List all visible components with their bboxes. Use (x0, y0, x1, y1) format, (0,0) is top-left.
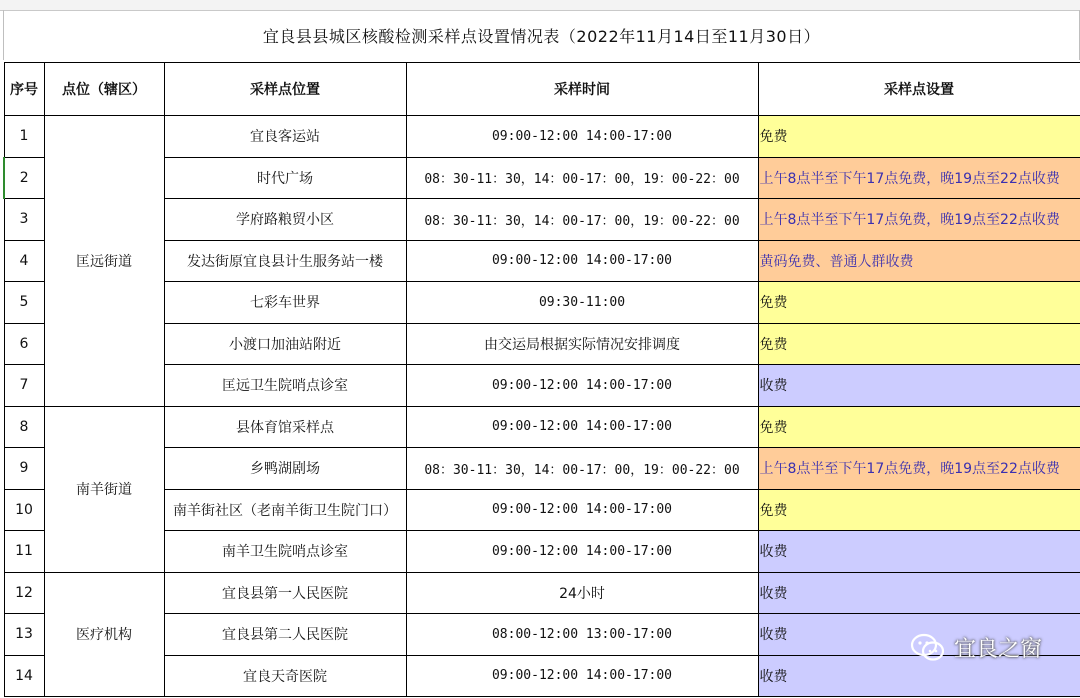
row-number: 9 (4, 448, 44, 490)
time-cell: 09:00-12:00 14:00-17:00 (406, 116, 758, 158)
time-cell: 09:00-12:00 14:00-17:00 (406, 489, 758, 531)
row-number: 6 (4, 323, 44, 365)
table-row (4, 406, 1080, 448)
location-cell: 南羊街社区（老南羊街卫生院门口） (164, 489, 406, 531)
watermark-text: 宜良之窗 (953, 637, 1042, 662)
time-cell: 09:00-12:00 14:00-17:00 (406, 531, 758, 573)
header-time: 采样时间 (406, 63, 758, 116)
table-row (4, 116, 1080, 158)
fee-cell: 免费 (758, 489, 1080, 531)
location-cell: 发达街原宜良县计生服务站一楼 (164, 240, 406, 282)
time-cell: 09:00-12:00 14:00-17:00 (406, 406, 758, 448)
sampling-sites-table (3, 62, 1080, 697)
table-row (4, 323, 1080, 365)
fee-cell: 免费 (758, 323, 1080, 365)
wechat-icon (910, 633, 946, 663)
header-index: 序号 (4, 63, 44, 116)
time-cell: 09:00-12:00 14:00-17:00 (406, 655, 758, 697)
fee-cell: 上午8点半至下午17点免费，晚19点至22点收费 (758, 199, 1080, 241)
area-cell: 医疗机构 (44, 572, 164, 697)
fee-cell: 收费 (758, 614, 1080, 656)
fee-cell: 收费 (758, 572, 1080, 614)
table-title: 宜良县县城区核酸检测采样点设置情况表（2022年11月14日至11月30日） (3, 10, 1080, 60)
time-cell: 09:30-11:00 (406, 282, 758, 324)
row-number: 2 (4, 157, 44, 199)
row-number: 10 (4, 489, 44, 531)
time-cell: 08：30-11：30，14：00-17：00，19：00-22：00 (406, 199, 758, 241)
location-cell: 匡远卫生院哨点诊室 (164, 365, 406, 407)
watermark (910, 632, 1042, 663)
area-cell: 匡远街道 (44, 116, 164, 407)
fee-cell: 收费 (758, 531, 1080, 573)
row-number: 1 (4, 116, 44, 158)
location-cell: 七彩车世界 (164, 282, 406, 324)
table-row (4, 572, 1080, 614)
location-cell: 宜良客运站 (164, 116, 406, 158)
row-number: 14 (4, 655, 44, 697)
row-number: 12 (4, 572, 44, 614)
location-cell: 小渡口加油站附近 (164, 323, 406, 365)
location-cell: 南羊卫生院哨点诊室 (164, 531, 406, 573)
header-location: 采样点位置 (164, 63, 406, 116)
fee-cell: 免费 (758, 282, 1080, 324)
time-cell: 24小时 (406, 572, 758, 614)
time-cell: 09:00-12:00 14:00-17:00 (406, 365, 758, 407)
location-cell: 宜良县第一人民医院 (164, 572, 406, 614)
location-cell: 时代广场 (164, 157, 406, 199)
time-cell: 08：30-11：30，14：00-17：00，19：00-22：00 (406, 448, 758, 490)
time-cell: 08：30-11：30，14：00-17：00，19：00-22：00 (406, 157, 758, 199)
fee-cell: 上午8点半至下午17点免费，晚19点至22点收费 (758, 448, 1080, 490)
table-row (4, 531, 1080, 573)
table-row (4, 448, 1080, 490)
table-row (4, 157, 1080, 199)
table-row (4, 489, 1080, 531)
row-number: 7 (4, 365, 44, 407)
row-number: 8 (4, 406, 44, 448)
fee-cell: 上午8点半至下午17点免费，晚19点至22点收费 (758, 157, 1080, 199)
location-cell: 宜良县第二人民医院 (164, 614, 406, 656)
header-area: 点位（辖区） (44, 63, 164, 116)
header-row (4, 63, 1080, 116)
row-number: 11 (4, 531, 44, 573)
time-cell: 09:00-12:00 14:00-17:00 (406, 240, 758, 282)
fee-cell: 黄码免费、普通人群收费 (758, 240, 1080, 282)
row-number: 5 (4, 282, 44, 324)
time-cell: 08:00-12:00 13:00-17:00 (406, 614, 758, 656)
location-cell: 学府路粮贸小区 (164, 199, 406, 241)
fee-cell: 免费 (758, 116, 1080, 158)
location-cell: 乡鸭湖剧场 (164, 448, 406, 490)
table-row (4, 282, 1080, 324)
area-cell: 南羊街道 (44, 406, 164, 572)
table-row (4, 240, 1080, 282)
header-setting: 采样点设置 (758, 63, 1080, 116)
fee-cell: 收费 (758, 365, 1080, 407)
row-number: 4 (4, 240, 44, 282)
row-number: 3 (4, 199, 44, 241)
row-number: 13 (4, 614, 44, 656)
location-cell: 县体育馆采样点 (164, 406, 406, 448)
fee-cell: 免费 (758, 406, 1080, 448)
table-row (4, 199, 1080, 241)
fee-cell: 收费 (758, 655, 1080, 697)
time-cell: 由交运局根据实际情况安排调度 (406, 323, 758, 365)
location-cell: 宜良天奇医院 (164, 655, 406, 697)
table-row (4, 365, 1080, 407)
